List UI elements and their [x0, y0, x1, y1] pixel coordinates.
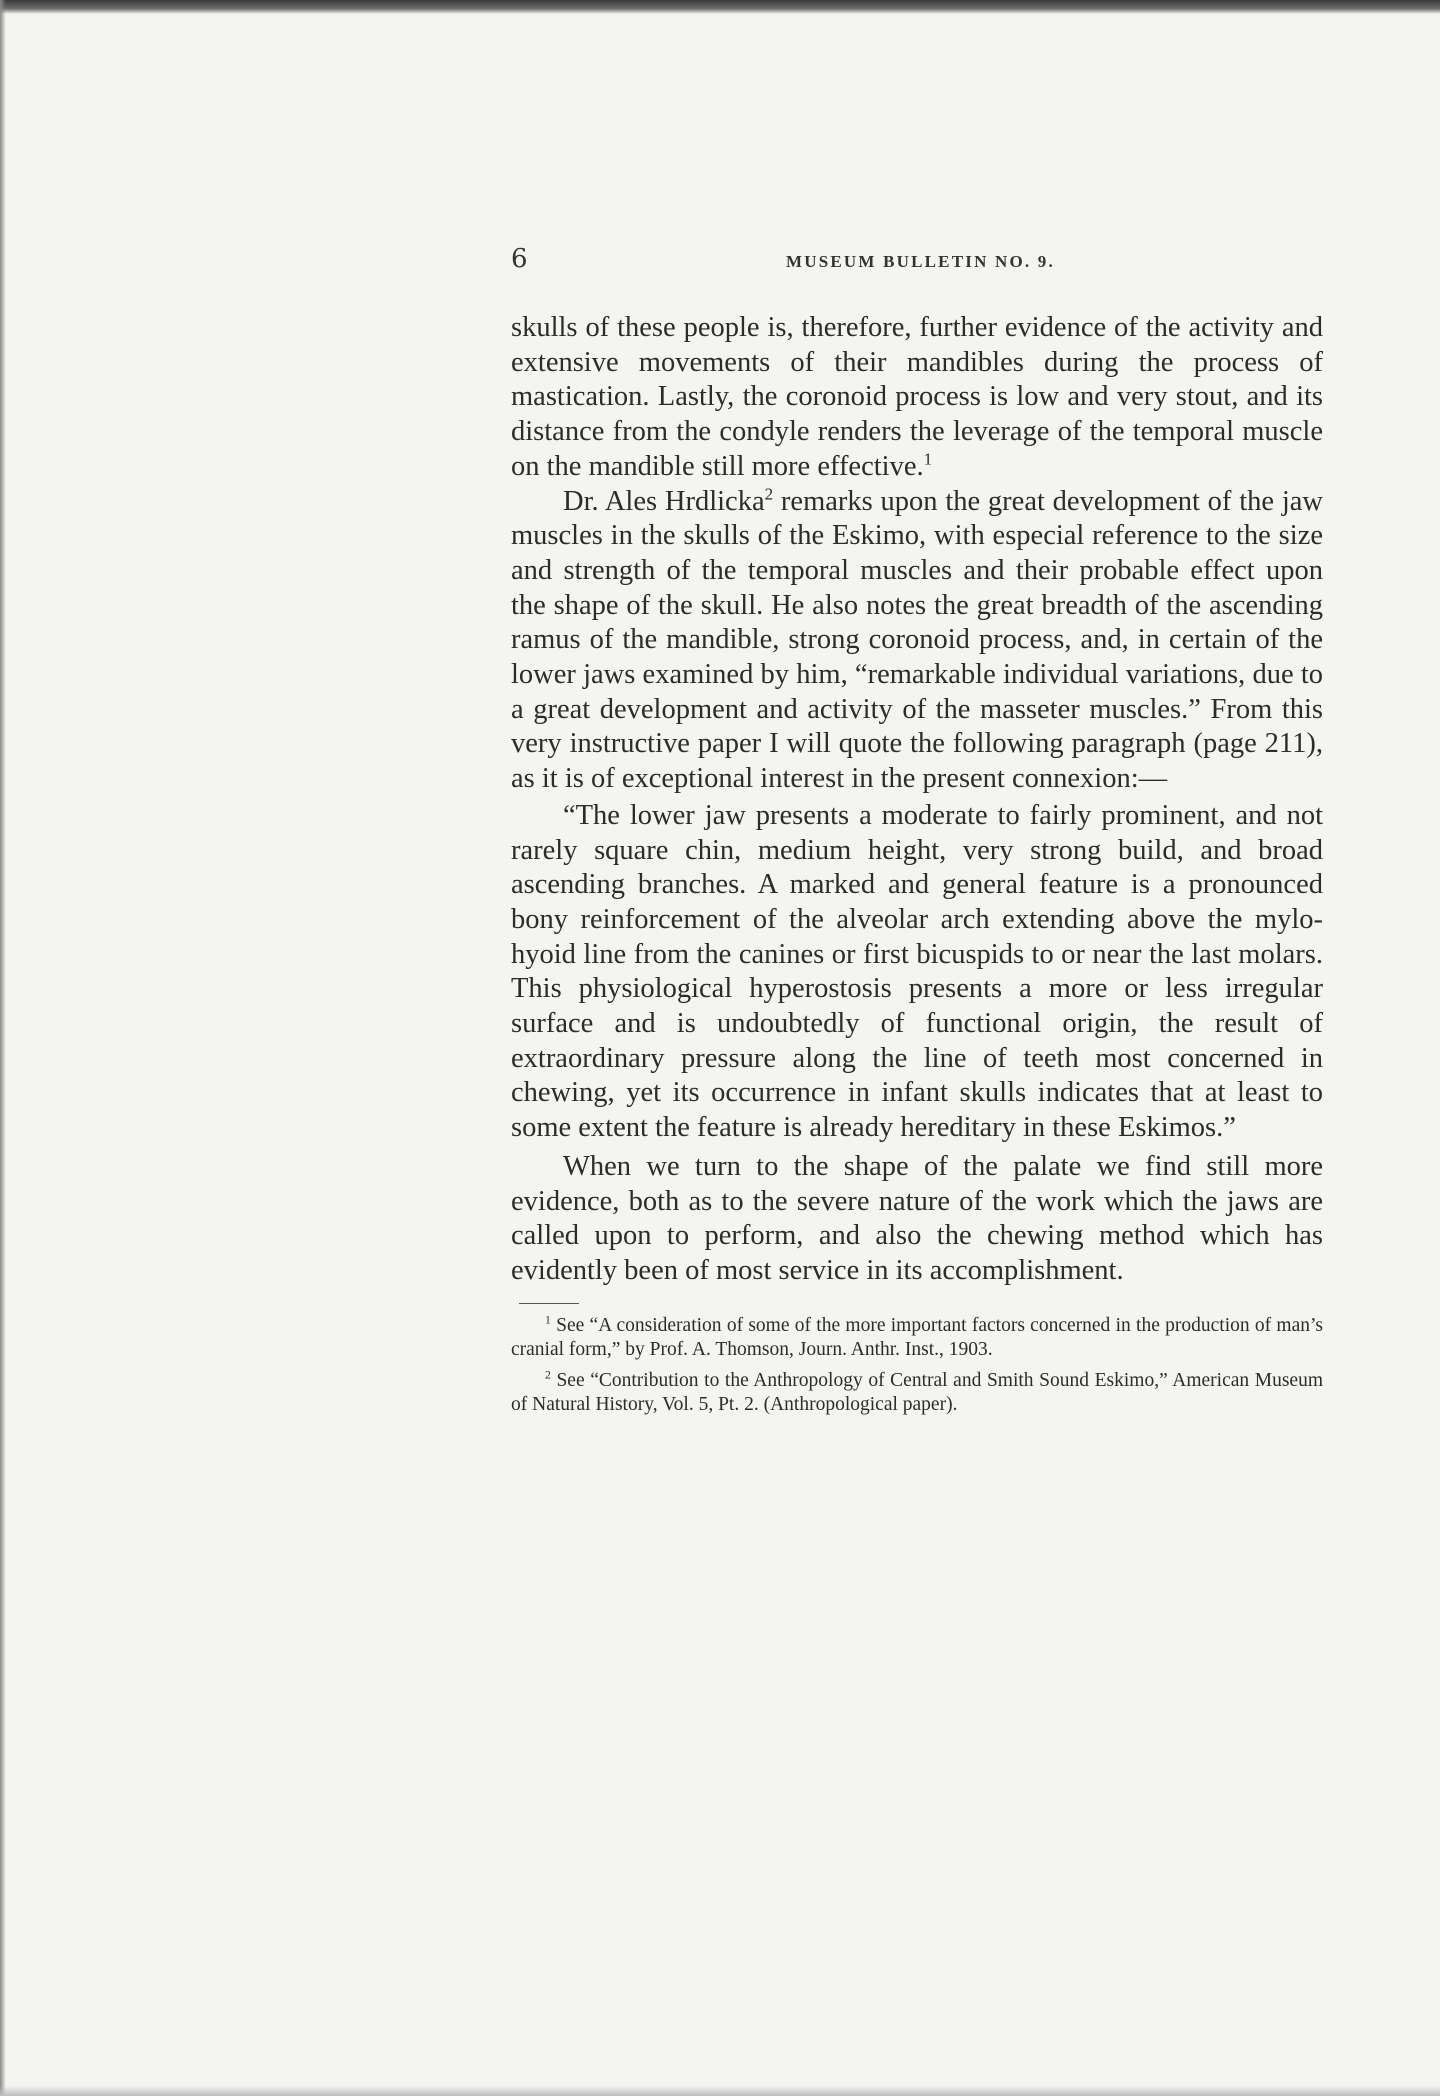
scan-edge-top — [0, 0, 1440, 14]
paragraph-2-text-b: remarks upon the great development of the jaw muscles in the skulls of the Eskimo, with especial reference to the size and strength of the temporal muscles and their probable effect upon the shape of the skull. He also notes the great breadth of the ascending ramus of the mandible, strong coronoid process, and, in certain of the lower jaws examined by him, “remarkable individual variations, due to a great development and activity of the masseter muscles.” From this very instructive paper I will quote the following paragraph (page 211), as it is of exceptional interest in the present connexion:— — [511, 485, 1323, 795]
body-text — [511, 311, 1323, 1424]
running-head: MUSEUM BULLETIN NO. 9. — [786, 252, 1055, 271]
footnote-divider — [519, 1303, 579, 1304]
footnote-ref-1: 1 — [923, 449, 933, 469]
scan-edge-bottom — [0, 2086, 1440, 2096]
paragraph-2 — [511, 485, 1323, 797]
footnotes — [511, 1314, 1323, 1418]
scan-edge-left — [0, 0, 6, 2096]
footnote-2 — [511, 1369, 1323, 1418]
paragraph-4: When we turn to the shape of the palate we find still more evidence, both as to the severe nature of the work which the jaws are called upon to perform, and also the chewing method which has evidently been of most service in its accomplishment. — [511, 1150, 1323, 1286]
paragraph-2-text-a: Dr. Ales Hrdlicka — [563, 485, 765, 517]
page-number: 6 — [511, 244, 529, 274]
footnote-2-mark: 2 — [545, 1368, 551, 1382]
quoted-paragraph: “The lower jaw presents a moderate to fairly prominent, and not rarely square chin, medium height, very strong build, and broad ascending branches. A marked and general feature is a pronounced bony reinforcement of the alveolar arch extending above the mylo-hyoid line from the canines or first bicuspids to or near the last molars. This physiological hyperostosis presents a more or less irregular surface and is undoubtedly of functional origin, the result of extraordinary pressure along the line of teeth most concerned in chewing, yet its occurrence in infant skulls indicates that at least to some extent the feature is already hereditary in these Eskimos.” — [511, 799, 1323, 1144]
footnote-1-mark: 1 — [545, 1313, 551, 1327]
footnote-ref-2: 2 — [764, 484, 774, 504]
footnote-1 — [511, 1314, 1323, 1363]
paragraph-1 — [511, 311, 1323, 485]
footnote-2-text: See “Contribution to the Anthropology of Central and Smith Sound Eskimo,” American Museum of Natural History, Vol. 5, Pt. 2. (Anthropological paper). — [511, 1369, 1323, 1416]
paragraph-1-text: skulls of these people is, therefore, further evidence of the activity and extensive movements of their mandibles during the process of mastication. Lastly, the coronoid process is low and very stout, and its distance from the condyle renders the leverage of the temporal muscle on the mandible still more effective. — [511, 312, 1323, 482]
footnote-1-text: See “A consideration of some of the more important factors concerned in the production of man’s cranial form,” by Prof. A. Thomson, Journ. Anthr. Inst., 1903. — [511, 1314, 1323, 1361]
